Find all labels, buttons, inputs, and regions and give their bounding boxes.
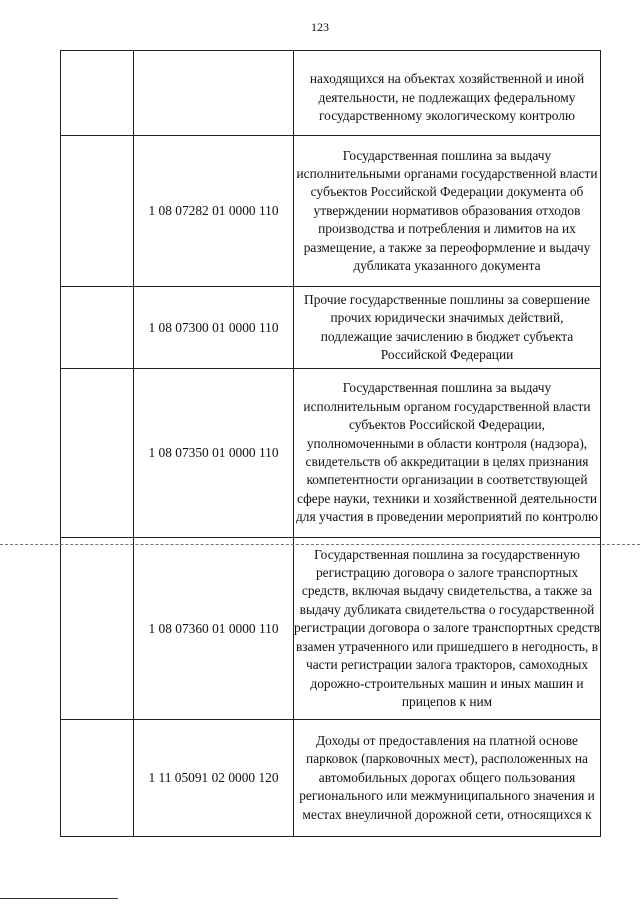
empty-cell — [61, 720, 134, 837]
empty-cell — [61, 136, 134, 287]
description-cell: Прочие государственные пошлины за совершение прочих юридически значимых действий, подлежащие зачислению в бюджет субъекта Российской Федерации — [294, 287, 601, 369]
table-row — [61, 720, 601, 837]
code-cell — [134, 51, 294, 136]
description-cell: Государственная пошлина за государственную регистрацию договора о залоге транспортных средств, включая выдачу свидетельства, а также за выдачу дубликата свидетельства о государственной регистрации договора о залоге транспортных средств взамен утраченного или пришедшего в негодность, в части регистрации залога тракторов, самоходных дорожно-строительных машин и иных машин и прицепов к ним — [294, 538, 601, 720]
footnote-rule — [0, 898, 118, 899]
description-cell: Государственная пошлина за выдачу исполнительным органом государственной власти субъектов Российской Федерации, уполномоченными в области контроля (надзора), свидетельств об аккредитации в целях признания компетентности организации в соответствующей сфере науки, техники и хозяйственной деятельности для участия в проведении мероприятий по контролю — [294, 369, 601, 538]
table-row — [61, 287, 601, 369]
description-cell: Доходы от предоставления на платной основе парковок (парковочных мест), расположенных на автомобильных дорогах общего пользования регионального или межмуниципального значения и местах внеуличной дорожной сети, относящихся к — [294, 720, 601, 837]
empty-cell — [61, 369, 134, 538]
empty-cell — [61, 51, 134, 136]
table-row — [61, 538, 601, 720]
empty-cell — [61, 287, 134, 369]
table-row — [61, 369, 601, 538]
scan-dashed-line — [0, 544, 640, 545]
budget-codes-table — [60, 50, 601, 837]
code-cell: 1 08 07300 01 0000 110 — [134, 287, 294, 369]
description-cell: Государственная пошлина за выдачу исполнительными органами государственной власти субъектов Российской Федерации документа об утверждении нормативов образования отходов производства и потребления и лимитов на их размещение, а также за переоформление и выдачу дубликата указанного документа — [294, 136, 601, 287]
table-row — [61, 51, 601, 136]
code-cell: 1 08 07282 01 0000 110 — [134, 136, 294, 287]
code-cell: 1 08 07360 01 0000 110 — [134, 538, 294, 720]
code-cell: 1 08 07350 01 0000 110 — [134, 369, 294, 538]
table-row — [61, 136, 601, 287]
description-cell: находящихся на объектах хозяйственной и иной деятельности, не подлежащих федеральному государственному экологическому контролю — [294, 51, 601, 136]
code-cell: 1 11 05091 02 0000 120 — [134, 720, 294, 837]
page-number: 123 — [311, 20, 329, 34]
empty-cell — [61, 538, 134, 720]
